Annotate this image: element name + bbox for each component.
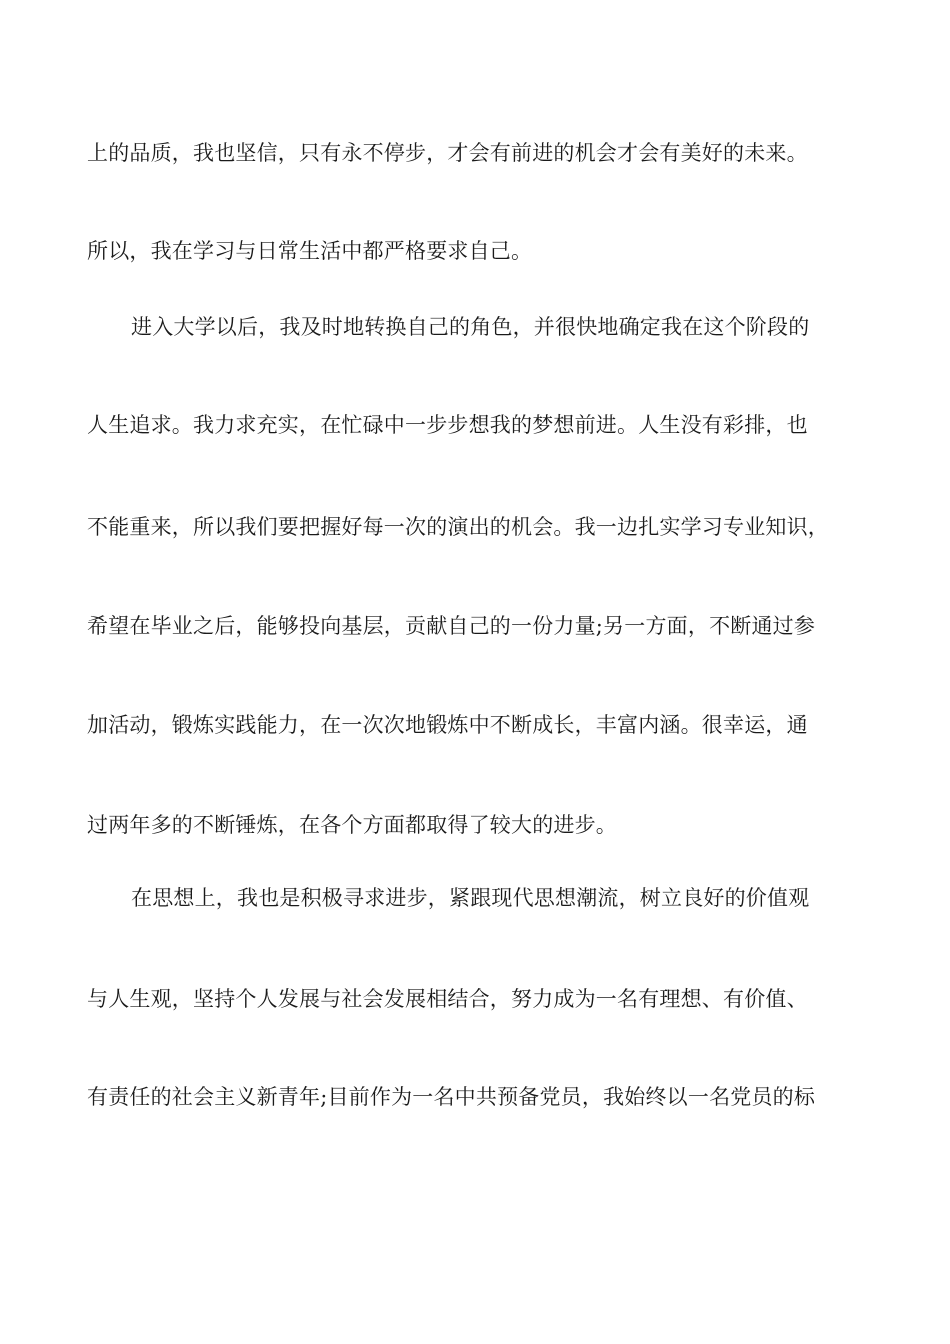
text-line: 与人生观，坚持个人发展与社会发展相结合，努力成为一名有理想、有价值、 xyxy=(87,987,808,1011)
text-line: 不能重来，所以我们要把握好每一次的演出的机会。我一边扎实学习专业知识， xyxy=(87,515,829,539)
text-line: 所以，我在学习与日常生活中都严格要求自己。 xyxy=(87,239,533,263)
text-line: 人生追求。我力求充实，在忙碌中一步步想我的梦想前进。人生没有彩排，也 xyxy=(87,413,808,437)
paragraph-start-line: 进入大学以后，我及时地转换自己的角色，并很快地确定我在这个阶段的 xyxy=(131,315,810,339)
text-line: 过两年多的不断锤炼，在各个方面都取得了较大的进步。 xyxy=(87,813,617,837)
text-line: 有责任的社会主义新青年;目前作为一名中共预备党员，我始终以一名党员的标 xyxy=(87,1085,816,1109)
text-line: 上的品质，我也坚信，只有永不停步，才会有前进的机会才会有美好的未来。 xyxy=(87,141,808,165)
paragraph-start-line: 在思想上，我也是积极寻求进步，紧跟现代思想潮流，树立良好的价值观 xyxy=(131,886,810,910)
text-line: 希望在毕业之后，能够投向基层，贡献自己的一份力量;另一方面，不断通过参 xyxy=(87,614,816,638)
text-line: 加活动，锻炼实践能力，在一次次地锻炼中不断成长，丰富内涵。很幸运，通 xyxy=(87,713,808,737)
